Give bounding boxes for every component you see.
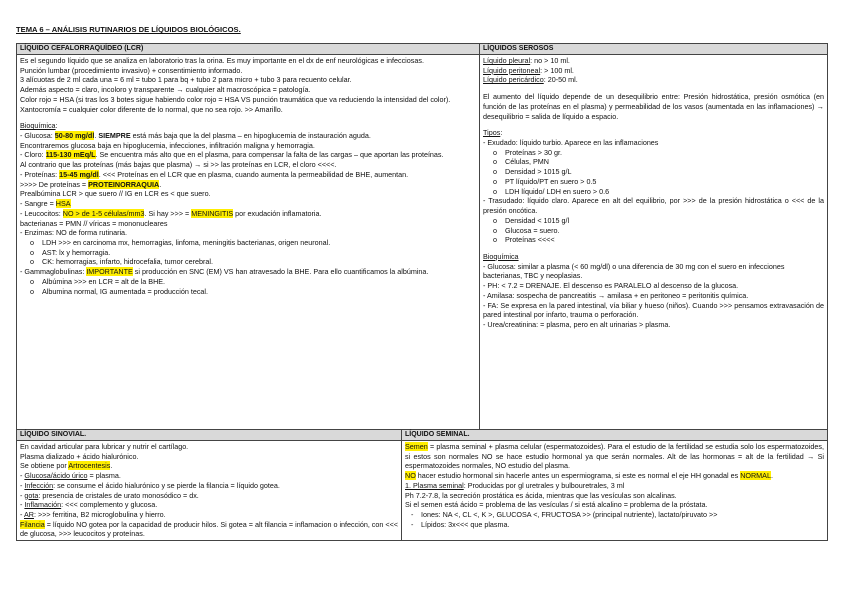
sinovial-header: LÍQUIDO SINOVIAL. bbox=[17, 430, 402, 441]
seminal-plasma: 1. Plasma seminal: Producidas por gl uretrales y bulbouretrales, 3 ml bbox=[405, 480, 625, 490]
lcr-prealbumina: Prealbúmina LCR > que suero // IG en LCR es < que suero. bbox=[20, 189, 211, 199]
highlight: 50-80 mg/dl bbox=[54, 131, 95, 141]
serosos-bq-line: - FA: Se expresa en la pared intestinal, vía biliar y hueso (niños). Cuando >>> pensamos extravasación de pared intestinal por infarto, trauma o perforación. bbox=[483, 300, 824, 320]
list-item: o Albumina normal, IG aumentada = producción tecal. bbox=[20, 287, 476, 297]
sinovial-line: - Infección: se consume el ácido hialurónico y se pierde la filancia = líquido gotea. bbox=[20, 480, 280, 490]
serosos-exudado: - Exudado: líquido turbio. Aparece en las inflamaciones bbox=[483, 138, 659, 148]
list-item: o Proteínas <<<< bbox=[483, 235, 824, 245]
serosos-bq-line: - Urea/creatinina: = plasma, pero en alt urinarias > plasma. bbox=[483, 319, 671, 329]
highlight: Semen bbox=[405, 442, 428, 451]
sinovial-line: Filancia = líquido NO gotea por la capacidad de producir hilos. Si gotea = alt filancia = inflamacion o infección, con <<< de glucosa, >>> leucocitos y proteínas. bbox=[20, 519, 398, 539]
lcr-header: LÍQUIDO CEFALORRAQUÍDEO (LCR) bbox=[17, 44, 480, 55]
lcr-proteinas: - Proteínas: 15-45 mg/dl. <<< Proteínas en el LCR que en plasma, cuando aumenta la permeabilidad de BHE, aumentan. bbox=[20, 169, 409, 179]
seminal-semen: Semen = plasma seminal + plasma celular (espermatozoides). Para el estudio de la fertilidad se estudia solo los espermatozoides, si estos son normales NO se hace estudio hormonal ya que serán normales. Alt de las hormonas = alt de la fertilidad → Si espermatozoides normales, NO estudio del plasma. bbox=[405, 442, 824, 471]
content-table bbox=[16, 43, 828, 541]
sinovial-line: Se obtiene por Artrocentesis. bbox=[20, 461, 113, 471]
list-item: o Albúmina >>> en LCR = alt de la BHE. bbox=[20, 277, 476, 287]
serosos-vol: Líquido pleural: no > 10 ml. bbox=[483, 56, 570, 65]
lcr-intro: Xantocromía = cualquier color diferente de lo normal, que no sea rojo. >> Amarillo. bbox=[20, 104, 283, 114]
list-item: o PT líquido/PT en suero > 0.5 bbox=[483, 177, 824, 187]
highlight: NO bbox=[405, 471, 416, 481]
seminal-si: Si el semen está ácido = problema de las vesículas / si está alcalino = problema de la próstata. bbox=[405, 500, 708, 510]
serosos-tipos-heading: Tipos: bbox=[483, 128, 503, 138]
lcr-enzimas: - Enzimas: NO de forma rutinaria. bbox=[20, 228, 128, 238]
highlight: MENINGITIS bbox=[191, 208, 234, 218]
highlight: HSA bbox=[55, 199, 71, 209]
list-item: o CK: hemorragias, infarto, hidrocefalia, tumor cerebral. bbox=[20, 257, 476, 267]
list-item: o Proteínas > 30 gr. bbox=[483, 148, 824, 158]
lcr-cell bbox=[17, 55, 480, 430]
sinovial-line: - AR: >>> ferritina, B2 microglobulina y hierro. bbox=[20, 510, 166, 520]
lcr-bacterianas: bacterianas = PMN // víricas = mononucleares bbox=[20, 218, 168, 228]
sinovial-line: - gota: presencia de cristales de urato monosódico = dx. bbox=[20, 490, 199, 500]
serosos-trasudado: - Trasudado: líquido claro. Aparece en alt del equilibrio, por >>> de la presión hidrostática o <<< de la presión oncótica. bbox=[483, 196, 824, 216]
list-item: o Glucosa = suero. bbox=[483, 226, 824, 236]
lcr-glucosa: - Glucosa: 50-80 mg/dl. SIEMPRE está más baja que la del plasma – en hipoglucemia de instauración aguda. bbox=[20, 131, 371, 141]
list-item: o Densidad < 1015 g/l bbox=[483, 216, 824, 226]
highlight: NORMAL bbox=[740, 471, 771, 481]
lcr-gammaglobulinas: - Gammaglobulinas: IMPORTANTE si producción en SNC (EM) VS han atravesado la BHE. Para ello cuantificamos la albúmina. bbox=[20, 267, 429, 277]
serosos-bq-line: - PH: < 7.2 = DRENAJE. El descenso es PARALELO al descenso de la glucosa. bbox=[483, 281, 739, 291]
serosos-bq-line: - Amilasa: sospecha de pancreatitis → amilasa + en peritoneo = peritonitis química. bbox=[483, 290, 749, 300]
list-item: - Iones: NA <, CL <, K >, GLUCOSA <, FRUCTOSA >> (principal nutriente), lactato/piruvato >> bbox=[405, 510, 824, 520]
serosos-aumento: El aumento del líquido depende de un desequilibrio entre: Presión hidrostática, presión osmótica (en función de las proteínas en el plasma) y permeabilidad de los vasos (aumentada en las inflamaciones) → desequilibrio = salida de líquido a espacio. bbox=[483, 92, 824, 121]
list-item: o AST: lx y hemorragia. bbox=[20, 248, 476, 258]
lcr-intro: Es el segundo líquido que se analiza en laboratorio tras la orina. Es muy importante en el dx de enf neurológicas e infecciosas. bbox=[20, 56, 424, 65]
lcr-intro: Además aspecto = claro, incoloro y transparente → cualquier alt macroscópica = patología. bbox=[20, 85, 311, 95]
highlight: 15-45 mg/dl bbox=[59, 169, 99, 179]
serosos-vol: Líquido peritoneal: > 100 ml. bbox=[483, 65, 574, 75]
lcr-bq-heading: Bioquímica: bbox=[20, 121, 58, 131]
serosos-bq-line: - Glucosa: similar a plasma (< 60 mg/dl) o una diferencia de 30 mg con el suero en infecciones bacterianas, TBC y neoplasias. bbox=[483, 261, 785, 281]
list-item: o Células, PMN bbox=[483, 157, 824, 167]
lcr-intro: Punción lumbar (procedimiento invasivo) + consentimiento informado. bbox=[20, 65, 243, 75]
list-item: o LDH >>> en carcinoma mx, hemorragias, linfoma, meningitis bacterianas, origen neuronal. bbox=[20, 238, 476, 248]
serosos-header: LÍQUIDOS SEROSOS bbox=[480, 44, 828, 55]
seminal-header: LÍQUIDO SEMINAL. bbox=[402, 430, 828, 441]
lcr-bq-label: Bioquímica bbox=[20, 121, 56, 131]
seminal-no: NO hacer estudio hormonal sin hacerle antes un espermiograma, si este es normal el eje HH gonadal es NORMAL. bbox=[405, 471, 773, 481]
list-item: o LDH líquido/ LDH en suero > 0.6 bbox=[483, 187, 824, 197]
highlight: 115-130 mEq/L bbox=[45, 150, 96, 160]
serosos-vol: Líquido pericárdico: 20-50 ml. bbox=[483, 75, 578, 85]
lcr-sangre: - Sangre = HSA bbox=[20, 199, 71, 209]
lcr-intro: Color rojo = HSA (si tras los 3 botes sigue habiendo color rojo = HSA VS punción traumática que va reduciendo la intensidad del color). bbox=[20, 94, 451, 104]
serosos-cell bbox=[480, 55, 828, 430]
sinovial-line: En cavidad articular para lubricar y nutrir el cartílago. bbox=[20, 442, 189, 451]
sinovial-line: - Glucosa/ácido úrico = plasma. bbox=[20, 471, 121, 481]
highlight: NO > de 1-5 células/mm3 bbox=[62, 208, 145, 218]
highlight: Artrocentesis bbox=[68, 461, 111, 471]
serosos-bq-heading: Bioquímica bbox=[483, 251, 519, 261]
list-item: - Lípidos: 3x<<< que plasma. bbox=[405, 520, 824, 530]
highlight: IMPORTANTE bbox=[86, 267, 133, 277]
sinovial-line: - Inflamación: <<< complemento y glucosa. bbox=[20, 500, 158, 510]
lcr-intro: 3 alícuotas de 2 ml cada una = 6 ml = tubo 1 para bq + tubo 2 para micro + tubo 3 para recuento celular. bbox=[20, 75, 352, 85]
lcr-cloro-2: Al contrario que las proteínas (más bajas que plasma) → si >> las proteínas en LCR, el cloro <<<<. bbox=[20, 160, 337, 170]
seminal-ph: Ph 7.2-7.8, la secreción prostática es ácida, mientras que las vesículas son alcalinas. bbox=[405, 490, 677, 500]
highlight: Filancia bbox=[20, 519, 45, 529]
list-item: o Densidad > 1015 g/L bbox=[483, 167, 824, 177]
sinovial-line: Plasma dializado + ácido hialurónico. bbox=[20, 451, 139, 461]
lcr-glucosa-2: Encontraremos glucosa baja en hipoglucemia, infecciones, infiltración maligna y hemorragia. bbox=[20, 140, 315, 150]
seminal-cell bbox=[402, 441, 828, 541]
lcr-proteinorraquia: >>>> De proteínas = PROTEINORRAQUIA. bbox=[20, 179, 162, 189]
highlight: PROTEINORRAQUIA bbox=[88, 179, 160, 189]
lcr-cloro: - Cloro: 115-130 mEq/L. Se encuentra más alto que en el plasma, para compensar la falta de las cargas – que aportan las proteínas. bbox=[20, 150, 444, 160]
lcr-leucocitos: - Leucocitos: NO > de 1-5 células/mm3. Si hay >>> = MENINGITIS por exudación inflamatoria. bbox=[20, 208, 322, 218]
page-title: TEMA 6 – ANÁLISIS RUTINARIOS DE LÍQUIDOS BIOLÓGICOS. bbox=[16, 25, 241, 34]
sinovial-cell bbox=[17, 441, 402, 541]
